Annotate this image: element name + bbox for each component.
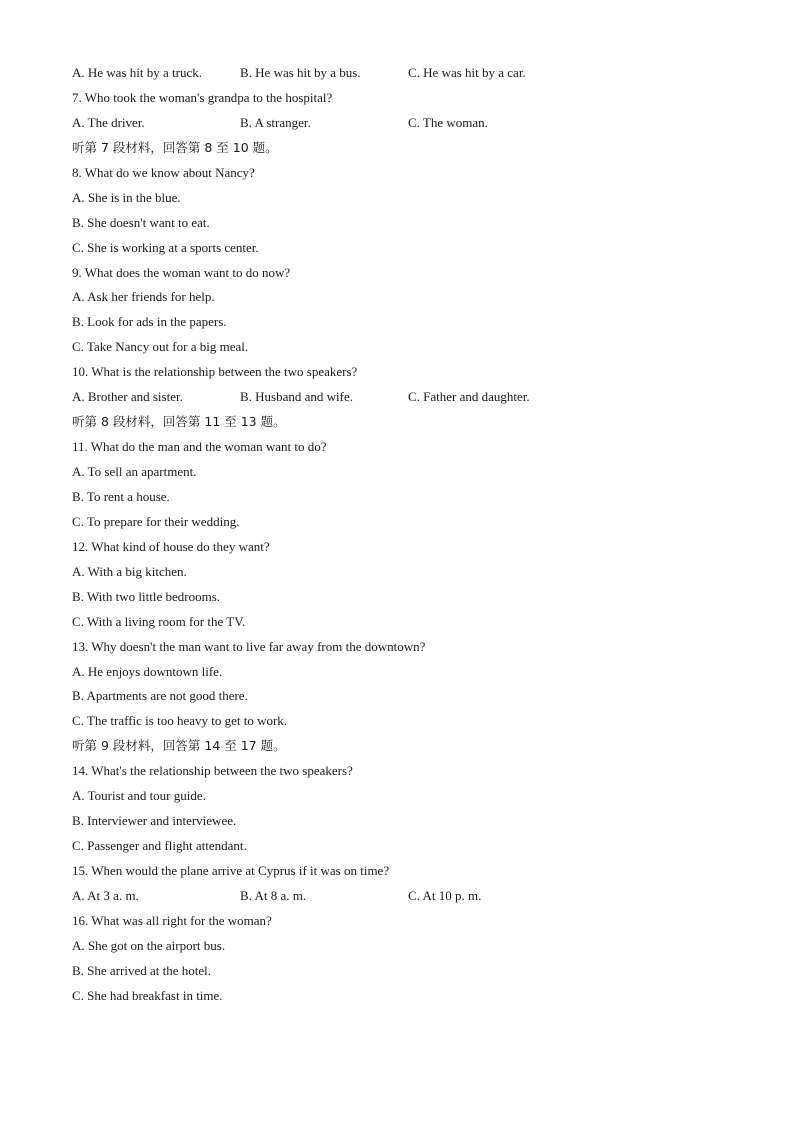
answer-option: A. He enjoys downtown life.	[72, 663, 223, 679]
option-a: A. The driver.	[72, 114, 145, 130]
answer-option: B. To rent a house.	[72, 488, 170, 504]
answer-option: B. Interviewer and interviewee.	[72, 813, 237, 829]
answer-option: C. She is working at a sports center.	[72, 239, 259, 255]
answer-option: B. She doesn't want to eat.	[72, 214, 210, 230]
option-row	[72, 884, 752, 909]
option-row	[72, 385, 752, 410]
answer-option: C. Passenger and flight attendant.	[72, 838, 247, 854]
option-a: A. He was hit by a truck.	[72, 65, 202, 80]
answer-option: A. To sell an apartment.	[72, 464, 197, 479]
answer-option: C. Take Nancy out for a big meal.	[72, 339, 249, 355]
question: 16. What was all right for the woman?	[72, 912, 272, 928]
question: 13. Why doesn't the man want to live far away from the downtown?	[72, 638, 426, 654]
answer-option: A. Tourist and tour guide.	[72, 788, 206, 804]
question: 9. What does the woman want to do now?	[72, 264, 291, 280]
answer-option: A. With a big kitchen.	[72, 563, 187, 579]
option-c: C. He was hit by a car.	[408, 65, 526, 80]
option-c: C. At 10 p. m.	[408, 887, 482, 903]
option-a: A. At 3 a. m.	[72, 887, 139, 903]
question: 12. What kind of house do they want?	[72, 538, 270, 554]
option-b: B. A stranger.	[240, 114, 311, 130]
section-instruction: 听第 8 段材料，回答第 11 至 13 题。	[72, 414, 286, 430]
answer-option: B. Look for ads in the papers.	[72, 314, 227, 330]
answer-option: C. She had breakfast in time.	[72, 987, 223, 1003]
option-b: B. At 8 a. m.	[240, 887, 307, 903]
answer-option: A. She is in the blue.	[72, 189, 181, 205]
option-b: B. Husband and wife.	[240, 389, 354, 405]
question: 15. When would the plane arrive at Cyprus if it was on time?	[72, 863, 390, 878]
answer-option: A. Ask her friends for help.	[72, 289, 215, 305]
answer-option: B. She arrived at the hotel.	[72, 962, 211, 978]
answer-option: C. The traffic is too heavy to get to work.	[72, 713, 288, 729]
option-row	[72, 61, 752, 86]
question: 14. What's the relationship between the two speakers?	[72, 763, 353, 779]
section-instruction: 听第 7 段材料，回答第 8 至 10 题。	[72, 139, 278, 155]
answer-option: C. To prepare for their wedding.	[72, 513, 240, 529]
option-c: C. The woman.	[408, 114, 488, 130]
option-c: C. Father and daughter.	[408, 389, 530, 405]
question: 11. What do the man and the woman want to do?	[72, 439, 327, 455]
option-a: A. Brother and sister.	[72, 389, 183, 405]
option-b: B. He was hit by a bus.	[240, 65, 361, 80]
question: 7. Who took the woman's grandpa to the hospital?	[72, 89, 333, 105]
question: 10. What is the relationship between the two speakers?	[72, 364, 358, 380]
answer-option: A. She got on the airport bus.	[72, 937, 226, 953]
document-page	[72, 61, 752, 1009]
option-row	[72, 111, 752, 136]
answer-option: C. With a living room for the TV.	[72, 613, 246, 629]
question: 8. What do we know about Nancy?	[72, 164, 255, 180]
answer-option: B. Apartments are not good there.	[72, 688, 248, 704]
section-instruction: 听第 9 段材料，回答第 14 至 17 题。	[72, 738, 286, 754]
answer-option: B. With two little bedrooms.	[72, 588, 221, 604]
